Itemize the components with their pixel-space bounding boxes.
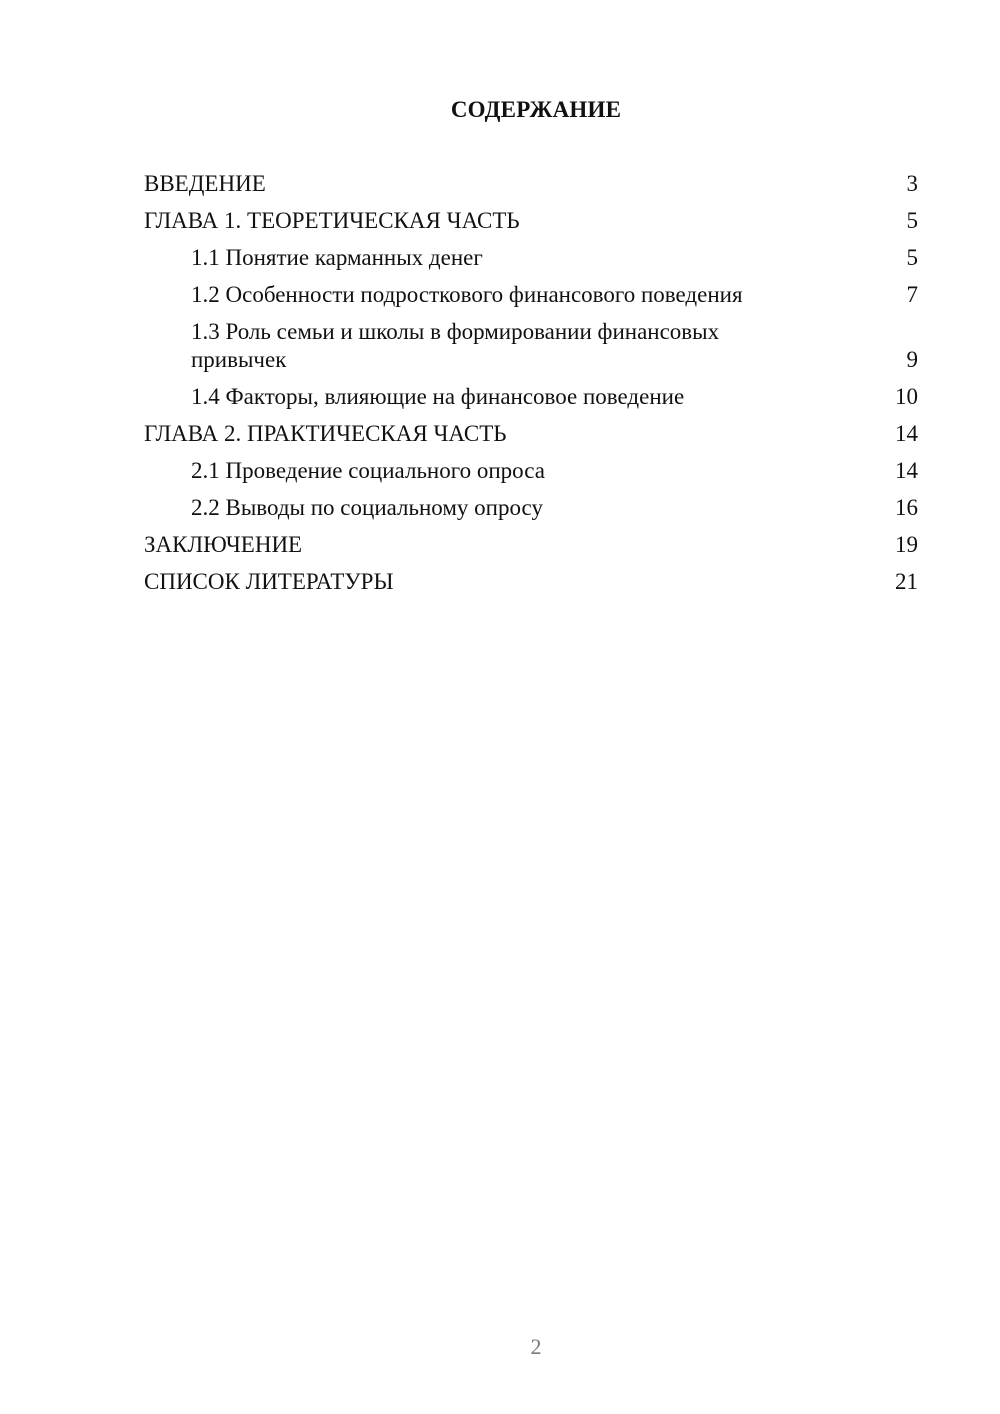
toc-entry-section-1-3 (144, 318, 918, 374)
toc-entry-label: 1.1 Понятие карманных денег (191, 245, 483, 270)
toc-entry-label: 2.1 Проведение социального опроса (191, 458, 545, 483)
toc-entry-page: 5 (906, 245, 918, 270)
toc-entry-introduction (144, 170, 918, 198)
toc-entry-page: 14 (895, 458, 918, 483)
toc-entry-label: ВВЕДЕНИЕ (144, 171, 266, 196)
toc-entry-label: ЗАКЛЮЧЕНИЕ (144, 532, 303, 557)
toc-heading: СОДЕРЖАНИЕ (450, 97, 622, 122)
toc-entry-page: 16 (895, 495, 918, 520)
toc-entry-label: 1.4 Факторы, влияющие на финансовое поведение (191, 384, 685, 409)
toc-entry-section-2-2 (144, 494, 918, 522)
table-of-contents (144, 170, 918, 596)
toc-entry-label: 2.2 Выводы по социальному опросу (191, 495, 543, 520)
toc-entry-section-1-1 (144, 244, 918, 272)
toc-entry-section-1-2 (144, 281, 918, 309)
toc-entry-section-1-4 (144, 383, 918, 411)
toc-entry-label: ГЛАВА 1. ТЕОРЕТИЧЕСКАЯ ЧАСТЬ (144, 208, 520, 233)
toc-entry-bibliography (144, 568, 918, 596)
toc-entry-chapter-1 (144, 207, 918, 235)
toc-entry-page: 9 (906, 347, 918, 372)
toc-entry-page: 7 (906, 282, 918, 307)
toc-entry-label: 1.3 Роль семьи и школы в формировании финансовых привычек (191, 319, 720, 372)
toc-entry-chapter-2 (144, 420, 918, 448)
toc-entry-page: 21 (895, 569, 918, 594)
toc-entry-conclusion (144, 531, 918, 559)
toc-entry-page: 14 (895, 421, 918, 446)
toc-entry-label: ГЛАВА 2. ПРАКТИЧЕСКАЯ ЧАСТЬ (144, 421, 507, 446)
toc-entry-page: 3 (906, 171, 918, 196)
page-number: 2 (530, 1334, 542, 1359)
toc-entry-page: 19 (895, 532, 918, 557)
toc-entry-page: 5 (906, 208, 918, 233)
toc-entry-label: СПИСОК ЛИТЕРАТУРЫ (144, 569, 394, 594)
toc-entry-section-2-1 (144, 457, 918, 485)
toc-entry-page: 10 (895, 384, 918, 409)
toc-entry-label: 1.2 Особенности подросткового финансового поведения (191, 282, 743, 307)
